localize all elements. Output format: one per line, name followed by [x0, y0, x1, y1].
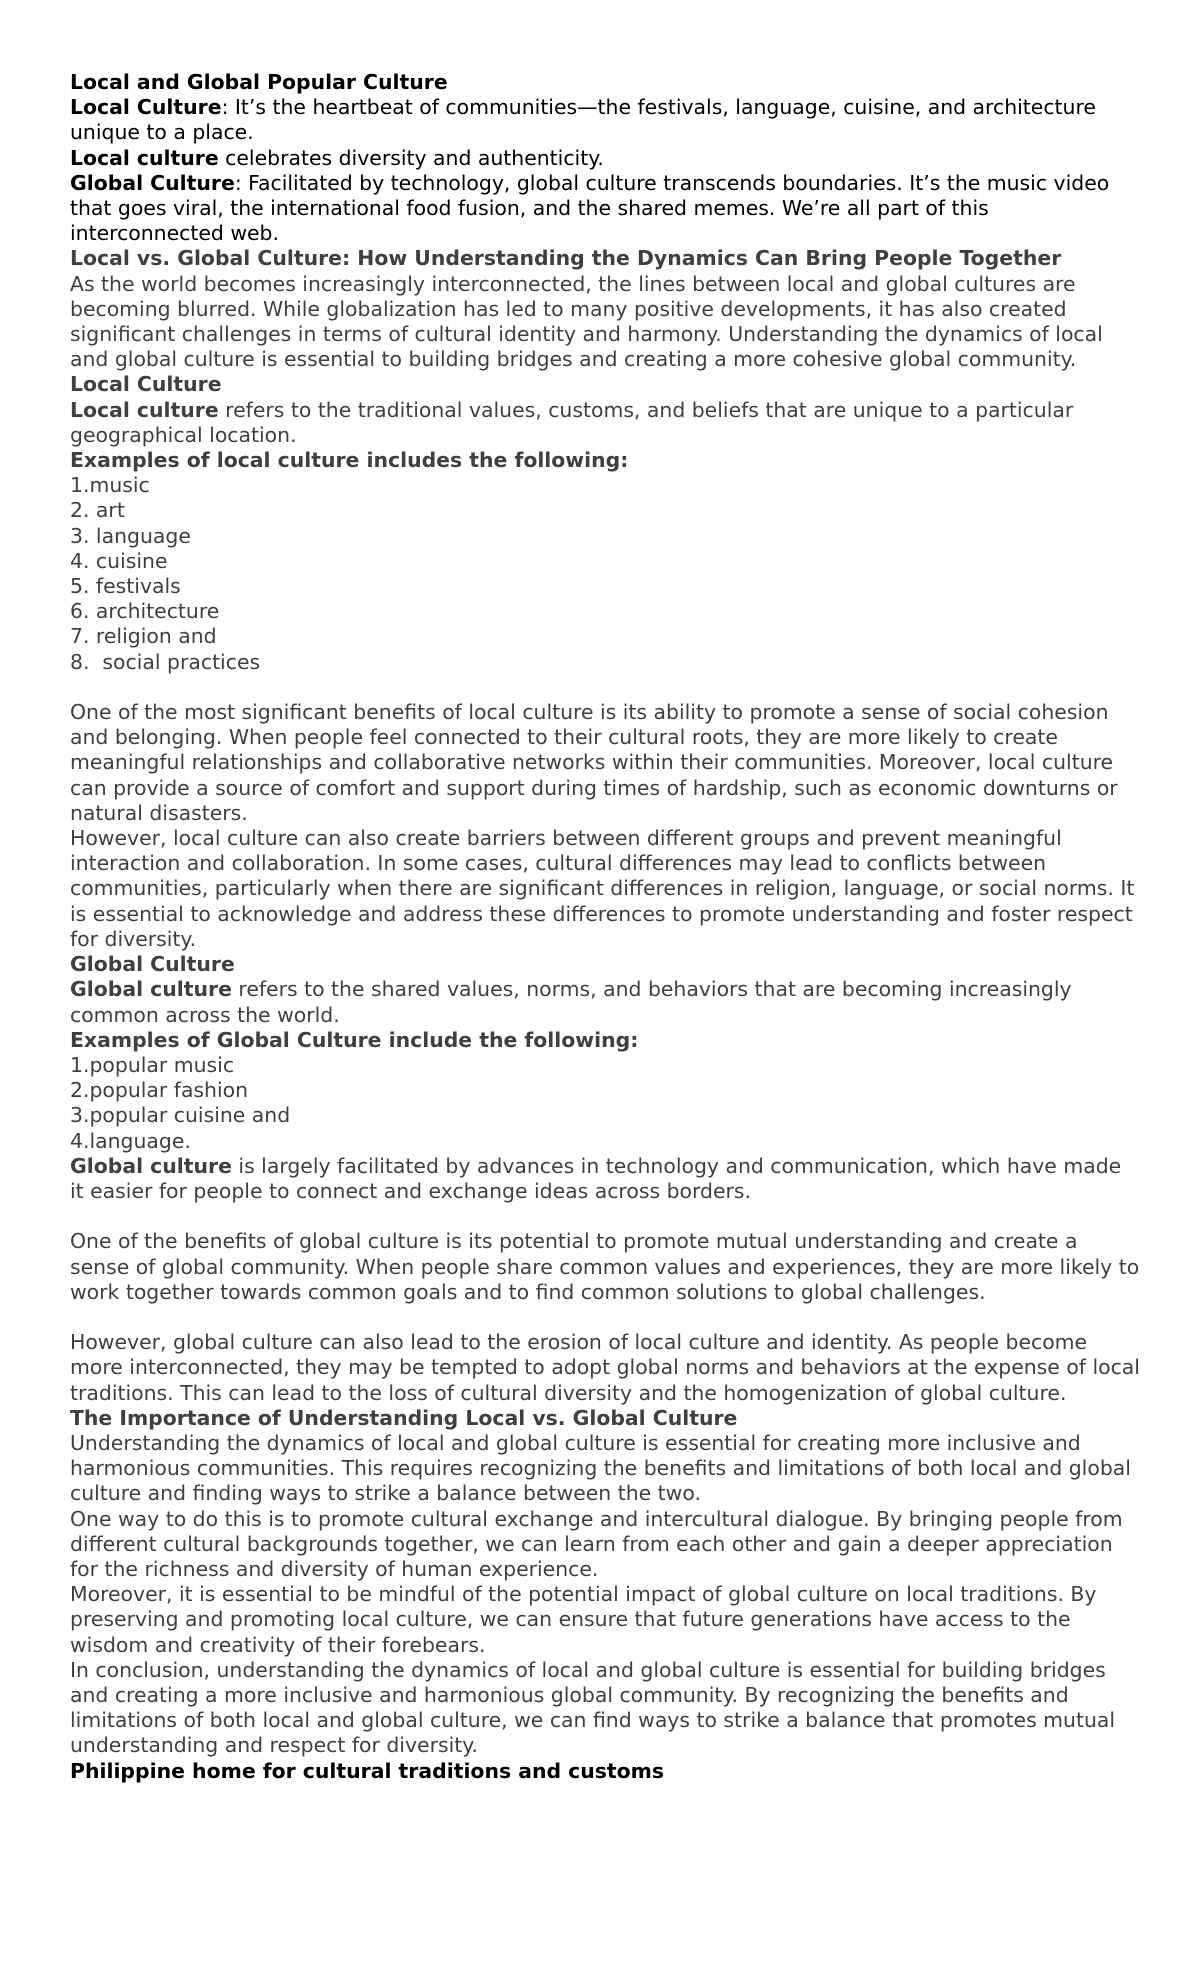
local-benefits-paragraph: One of the most significant benefits of local culture is its ability to promote a sense of social cohesion and belonging. When people feel connected to their cultural roots, they are more likely to create meaningful relationships and collaborative networks within their communities. Moreover, local culture can provide a source of comfort and support during times of hardship, such as economic downturns or natural disasters.: [70, 700, 1118, 825]
blank-line: [70, 675, 1140, 700]
list-item: 3.popular cuisine and: [70, 1103, 291, 1128]
local-culture-summary-text: : It’s the heartbeat of communities—the festivals, language, cuisine, and architecture unique to a place.: [70, 95, 1096, 145]
global-culture-definition-label: Global culture: [70, 977, 232, 1002]
global-technology-text: is largely facilitated by advances in technology and communication, which have made it easier for people to connect and exchange ideas across borders.: [70, 1153, 1122, 1203]
global-culture-label: Global Culture: [70, 170, 235, 195]
list-item: 2.popular fashion: [70, 1078, 249, 1103]
versus-paragraph: As the world becomes increasingly interconnected, the lines between local and global cultures are becoming blurred. While globalization has led to many positive developments, it has also created significant challenges in terms of cultural identity and harmony. Understanding the dynamics of local and global culture is essential to building bridges and creating a more cohesive global community.: [70, 271, 1103, 372]
local-culture-definition: [70, 398, 1140, 448]
document-page: [70, 70, 1140, 1784]
list-item: 7. religion and: [70, 624, 217, 649]
document-title: Local and Global Popular Culture: [70, 70, 448, 94]
local-culture-label: Local Culture: [70, 95, 222, 120]
list-item: 1.popular music: [70, 1052, 235, 1077]
global-culture-definition-text: refers to the shared values, norms, and behaviors that are becoming increasingly common across the world.: [70, 977, 1072, 1027]
global-culture-summary: [70, 171, 1140, 247]
local-culture-definition-text: refers to the traditional values, customs, and beliefs that are unique to a particular geographical location.: [70, 397, 1074, 447]
list-item: 1.music: [70, 473, 150, 498]
global-benefits-paragraph: One of the benefits of global culture is its potential to promote mutual understanding and create a sense of global community. When people share common values and experiences, they are more likely to work together towards common goals and to find common solutions to global challenges.: [70, 1229, 1140, 1304]
versus-heading: Local vs. Global Culture: How Understanding the Dynamics Can Bring People Together: [70, 246, 1062, 271]
importance-paragraph: One way to do this is to promote cultural exchange and intercultural dialogue. By bringing people from different cultural backgrounds together, we can learn from each other and gain a deeper appreciation for the richness and diversity of human experience.: [70, 1506, 1123, 1581]
importance-paragraph: Understanding the dynamics of local and global culture is essential for creating more inclusive and harmonious communities. This requires recognizing the benefits and limitations of both local and global culture and finding ways to strike a balance between the two.: [70, 1430, 1131, 1506]
local-culture-heading: Local Culture: [70, 372, 222, 397]
local-culture-diversity-line: [70, 146, 1140, 171]
global-culture-summary-text: : Facilitated by technology, global culture transcends boundaries. It’s the music video that goes viral, the international food fusion, and the shared memes. We’re all part of this interconnected web.: [70, 170, 1110, 246]
list-item: 8. social practices: [70, 649, 261, 674]
global-technology-label: Global culture: [70, 1153, 232, 1178]
global-technology-paragraph: [70, 1154, 1140, 1204]
importance-paragraph: Moreover, it is essential to be mindful of the potential impact of global culture on local traditions. By preserving and promoting local culture, we can ensure that future generations have access to the wisdom and creativity of their forebears.: [70, 1582, 1097, 1657]
importance-heading: The Importance of Understanding Local vs. Global Culture: [70, 1405, 738, 1430]
list-item: 4. cuisine: [70, 548, 168, 573]
list-item: 6. architecture: [70, 599, 220, 624]
global-culture-definition: [70, 977, 1140, 1027]
list-item: 2. art: [70, 498, 125, 523]
list-item: 4.language.: [70, 1128, 191, 1153]
local-culture-lower-label: Local culture: [70, 145, 219, 170]
local-culture-summary: [70, 95, 1140, 145]
global-culture-heading: Global Culture: [70, 952, 235, 977]
local-barriers-paragraph: However, local culture can also create barriers between different groups and prevent meaningful interaction and collaboration. In some cases, cultural differences may lead to conflicts between communities, particularly when there are significant differences in religion, language, or social norms. It is essential to acknowledge and address these differences to promote understanding and foster respect for diversity.: [70, 826, 1135, 951]
blank-line: [70, 1204, 1140, 1229]
local-examples-heading: Examples of local culture includes the following:: [70, 448, 629, 473]
global-examples-heading: Examples of Global Culture include the following:: [70, 1027, 639, 1052]
conclusion-paragraph: In conclusion, understanding the dynamics of local and global culture is essential for building bridges and creating a more inclusive and harmonious global community. By recognizing the benefits and limitations of both local and global culture, we can find ways to strike a balance that promotes mutual understanding and respect for diversity.: [70, 1657, 1116, 1758]
local-culture-diversity-text: celebrates diversity and authenticity.: [218, 145, 604, 170]
list-item: 3. language: [70, 523, 191, 548]
global-erosion-paragraph: However, global culture can also lead to the erosion of local culture and identity. As people become more interconnected, they may be tempted to adopt global norms and behaviors at the expense of local traditions. This can lead to the loss of cultural diversity and the homogenization of global culture.: [70, 1330, 1140, 1405]
blank-line: [70, 1305, 1140, 1330]
philippine-heading: Philippine home for cultural traditions and customs: [70, 1758, 665, 1783]
list-item: 5. festivals: [70, 574, 181, 599]
local-culture-definition-label: Local culture: [70, 397, 219, 422]
